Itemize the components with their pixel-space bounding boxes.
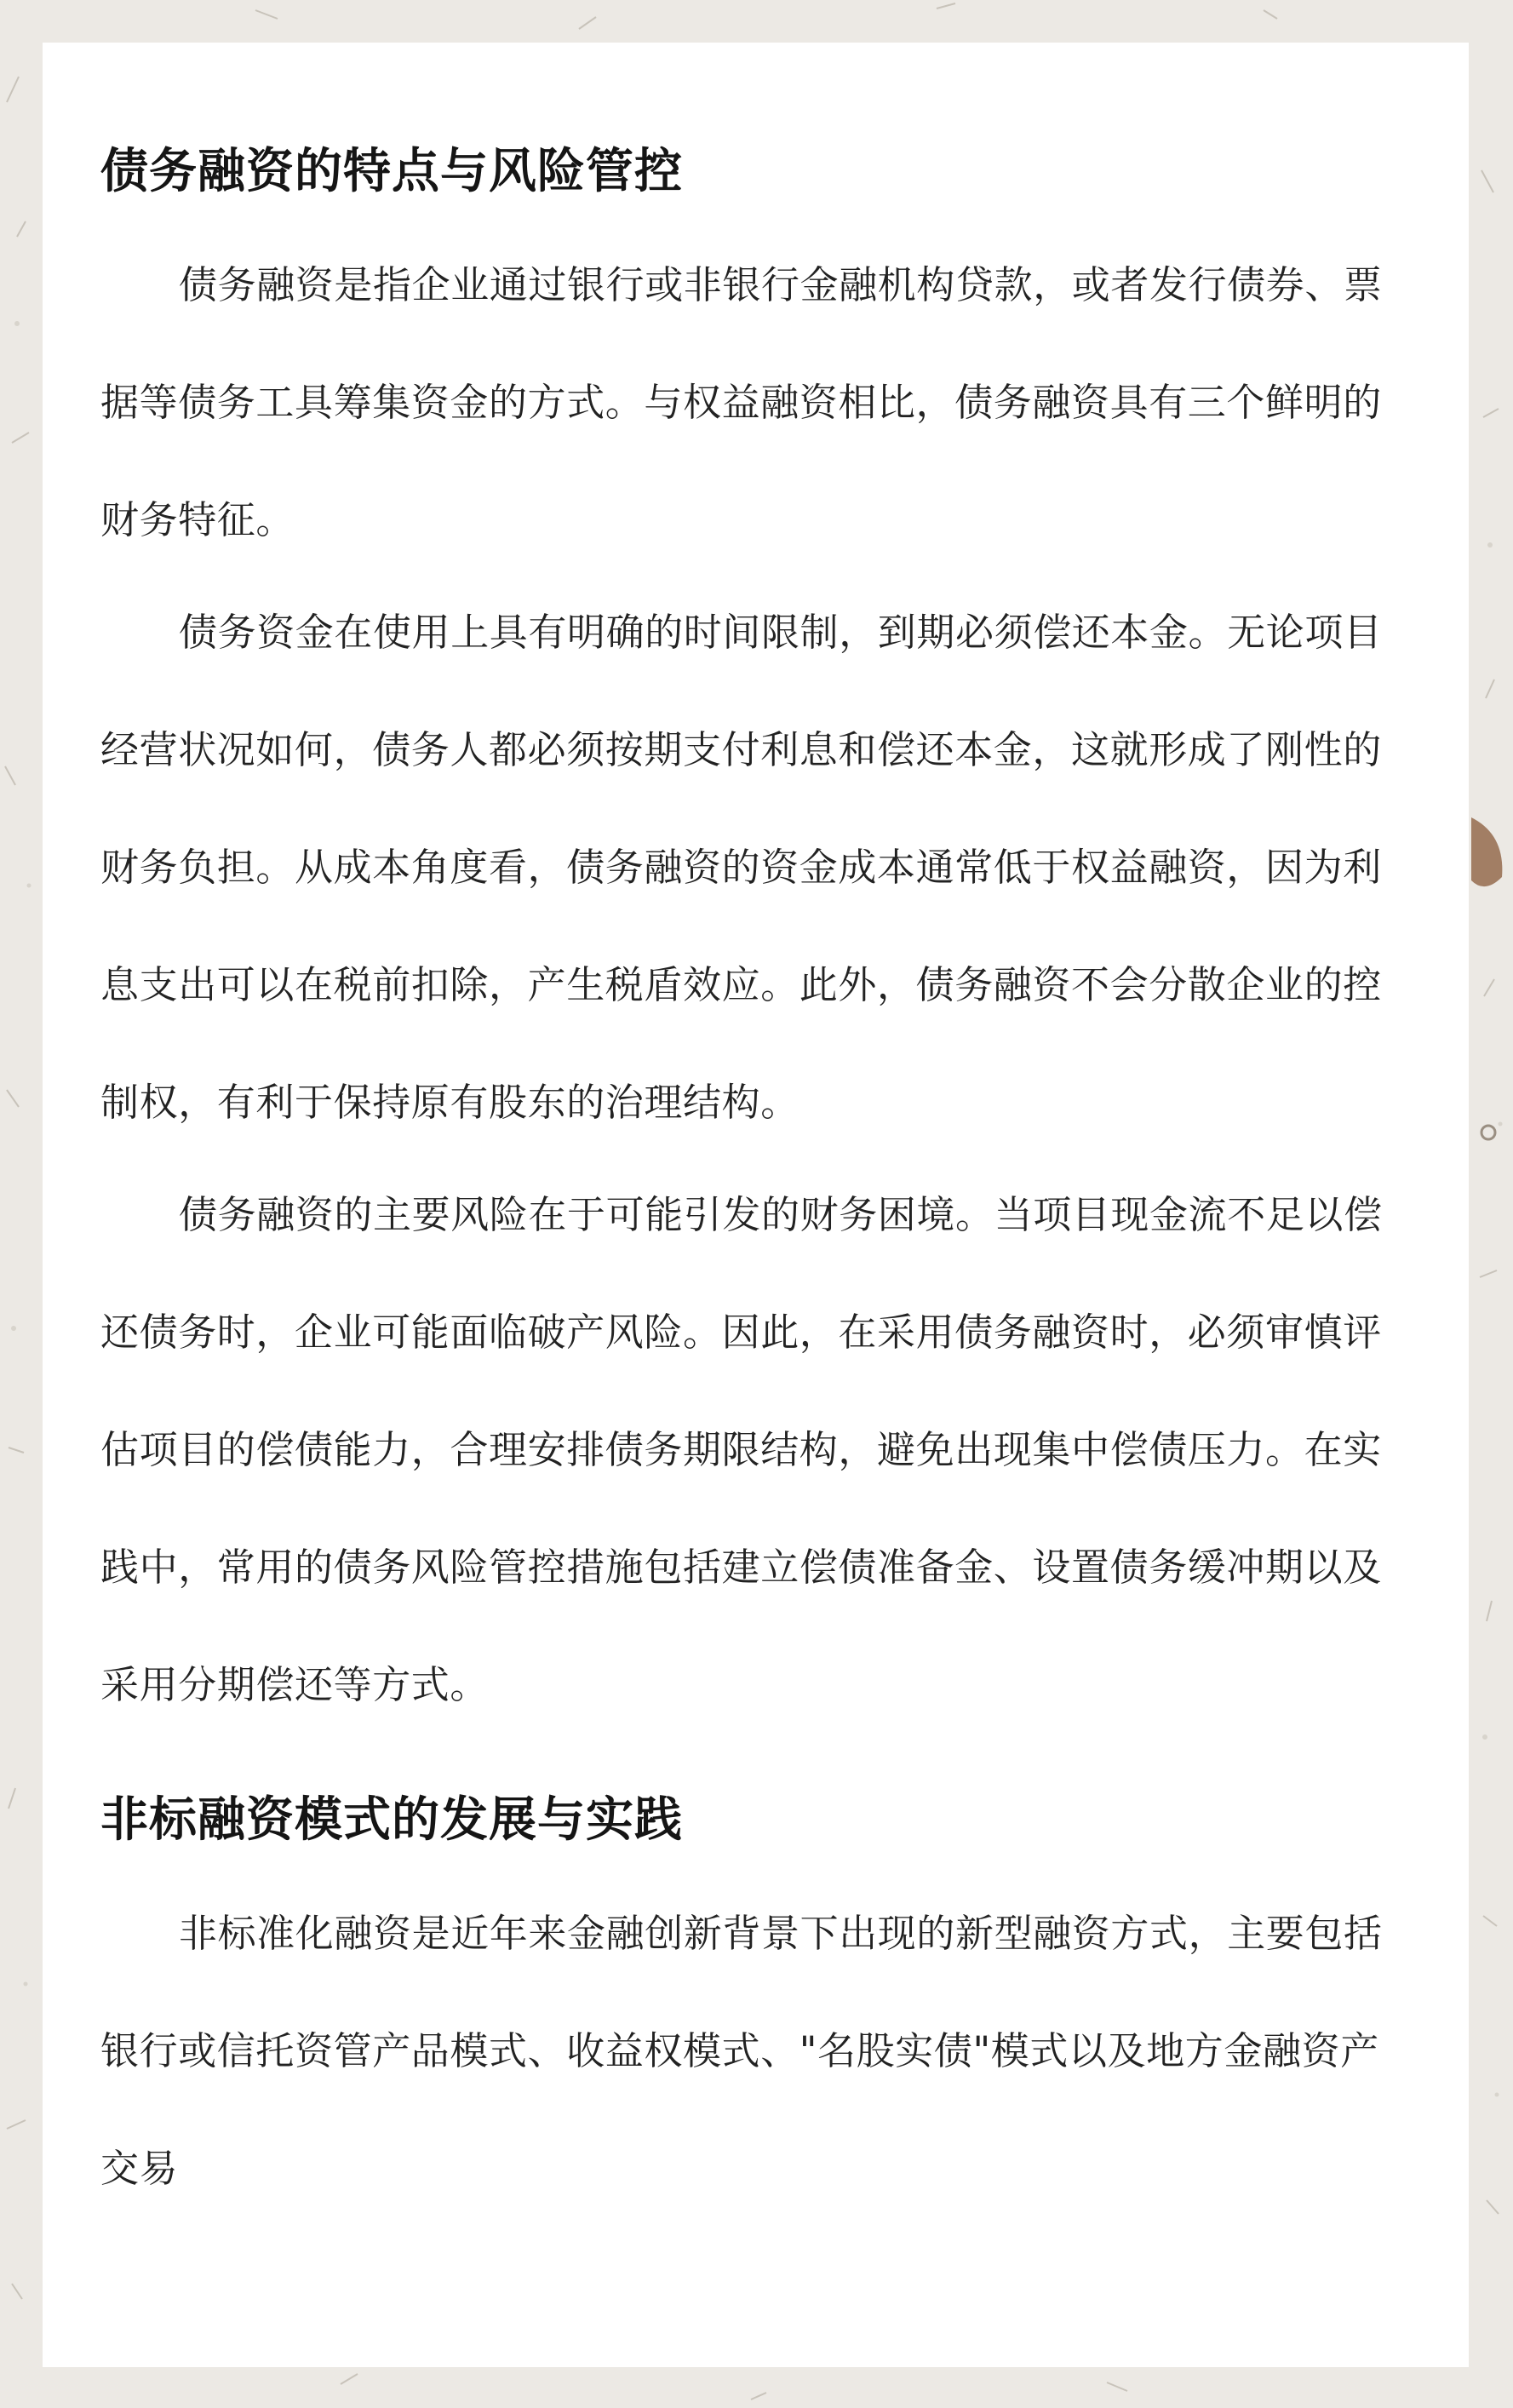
article-card	[43, 43, 1469, 2367]
paragraph: 债务资金在使用上具有明确的时间限制，到期必须偿还本金。无论项目经营状况如何，债务人都必须按期支付利息和偿还本金，这就形成了刚性的财务负担。从成本角度看，债务融资的资金成本通常低于权益融资，因为利息支出可以在税前扣除，产生税盾效应。此外，债务融资不会分散企业的控制权，有利于保持原有股东的治理结构。	[100, 610, 1383, 1125]
section-heading-nonstandard-financing: 非标融资模式的发展与实践	[100, 1792, 683, 1848]
paragraph: 债务融资的主要风险在于可能引发的财务困境。当项目现金流不足以偿还债务时，企业可能面临破产风险。因此，在采用债务融资时，必须审慎评估项目的偿债能力，合理安排债务期限结构，避免出现集中偿债压力。在实践中，常用的债务风险管控措施包括建立偿债准备金、设置债务缓冲期以及采用分期偿还等方式。	[100, 1192, 1383, 1707]
paragraph: 债务融资是指企业通过银行或非银行金融机构贷款，或者发行债券、票据等债务工具筹集资金的方式。与权益融资相比，债务融资具有三个鲜明的财务特征。	[100, 262, 1383, 542]
section-heading-debt-financing: 债务融资的特点与风险管控	[100, 144, 683, 199]
paragraph: 非标准化融资是近年来金融创新背景下出现的新型融资方式，主要包括银行或信托资管产品模式、收益权模式、"名股实债"模式以及地方金融资产交易	[100, 1911, 1383, 2191]
